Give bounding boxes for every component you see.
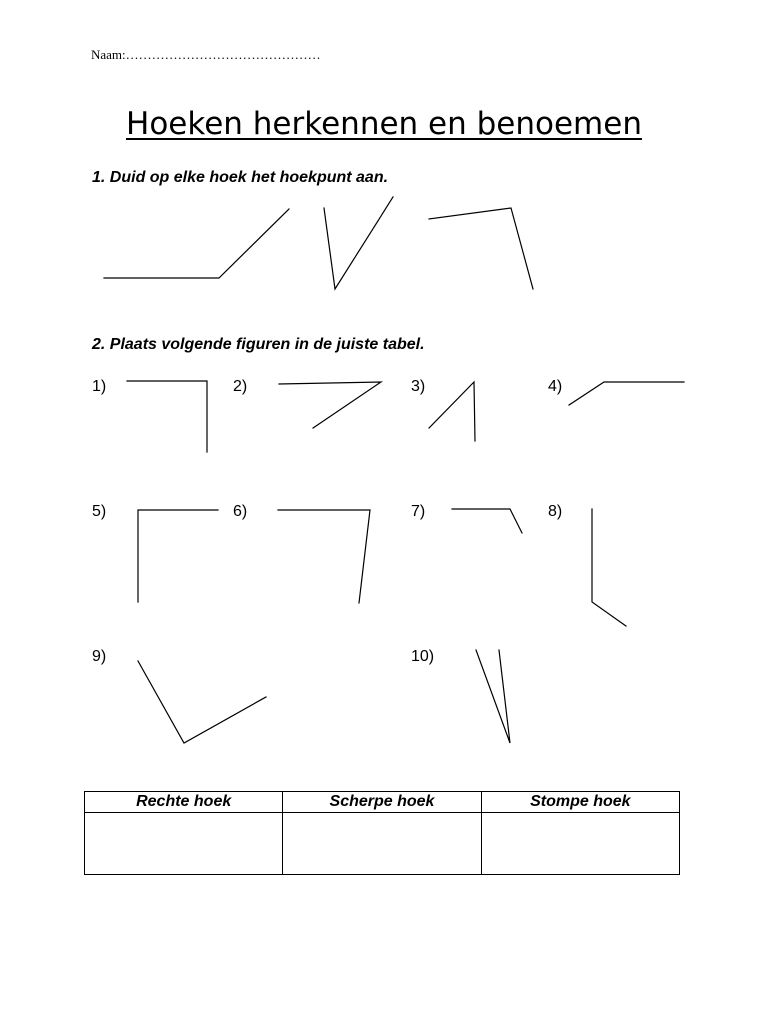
figure-angle-8 xyxy=(592,509,626,626)
figure-angle-6 xyxy=(278,510,370,603)
header-stompe-hoek: Stompe hoek xyxy=(481,792,679,813)
figure-angle-2 xyxy=(279,382,381,428)
figure-angle-5 xyxy=(138,510,218,602)
figure-label-5: 5) xyxy=(92,503,107,520)
answer-table xyxy=(84,791,680,875)
header-scherpe-hoek: Scherpe hoek xyxy=(283,792,481,813)
figure-label-2: 2) xyxy=(233,378,248,395)
question-1: 1. Duid op elke hoek het hoekpunt aan. xyxy=(92,169,389,186)
figure-label-9: 9) xyxy=(92,648,107,665)
figure-angle-1 xyxy=(127,381,207,452)
q1-angle-1[interactable] xyxy=(104,209,289,278)
answer-cell-scherpe-hoek[interactable] xyxy=(283,813,481,875)
page-title: Hoeken herkennen en benoemen xyxy=(126,106,642,142)
figure-label-10: 10) xyxy=(411,648,435,665)
figure-angle-7 xyxy=(452,509,522,533)
answer-table-row xyxy=(85,813,680,875)
q1-angle-2[interactable] xyxy=(324,197,393,289)
q1-angle-3[interactable] xyxy=(429,208,533,289)
figure-label-7: 7) xyxy=(411,503,426,520)
answer-cell-stompe-hoek[interactable] xyxy=(481,813,679,875)
figure-angle-4 xyxy=(569,382,684,405)
answer-cell-rechte-hoek[interactable] xyxy=(85,813,283,875)
answer-table-header-row xyxy=(85,792,680,813)
header-rechte-hoek: Rechte hoek xyxy=(85,792,283,813)
figure-label-6: 6) xyxy=(233,503,248,520)
figure-label-4: 4) xyxy=(548,378,563,395)
figure-angle-10 xyxy=(476,650,510,743)
figure-label-8: 8) xyxy=(548,503,563,520)
figure-label-3: 3) xyxy=(411,378,426,395)
name-blank[interactable]: ……………………………………… xyxy=(125,47,321,62)
name-label: Naam: xyxy=(91,47,126,62)
figure-angle-3 xyxy=(429,382,475,441)
figure-angle-9 xyxy=(138,661,266,743)
question-2: 2. Plaats volgende figuren in de juiste tabel. xyxy=(92,336,425,353)
figure-label-1: 1) xyxy=(92,378,107,395)
